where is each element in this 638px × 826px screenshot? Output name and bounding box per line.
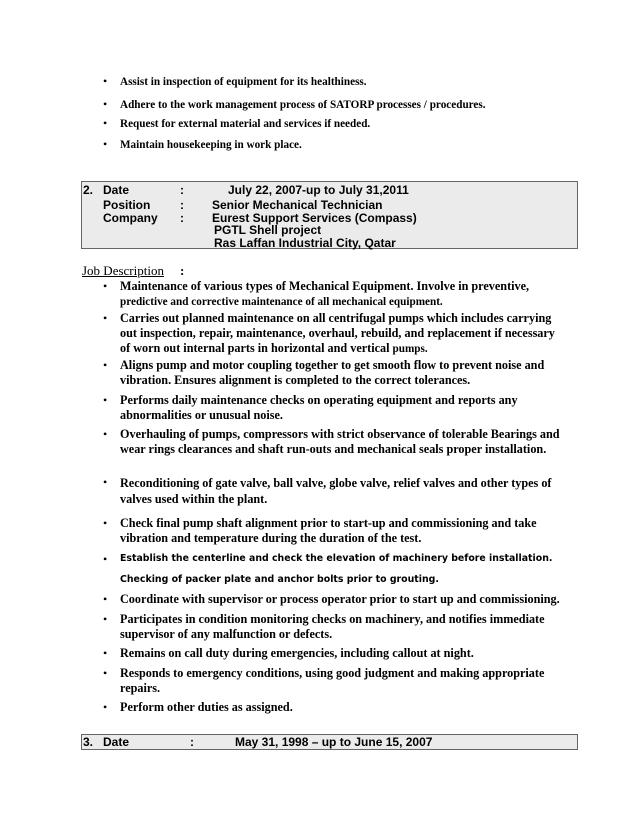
bullet-icon: • xyxy=(103,311,108,325)
colon: : xyxy=(180,183,184,197)
duty-item: Establish the centerline and check the elevation of machinery before installation. xyxy=(120,553,553,564)
duty-item: Perform other duties as assigned. xyxy=(120,700,293,714)
duty-item: Checking of packer plate and anchor bolts prior to grouting. xyxy=(120,574,439,585)
duty-item xyxy=(120,279,560,310)
location-line: Ras Laffan Industrial City, Qatar xyxy=(214,236,396,250)
job-number: 3. xyxy=(83,735,94,749)
duty-item: Overhauling of pumps, compressors with strict observance of tolerable Bearings and wear rings clearances and shaft run-outs and mechanical seals proper installation. xyxy=(120,427,560,457)
bullet-icon: • xyxy=(103,427,108,441)
bullet-icon: • xyxy=(103,137,108,151)
job-entry-box xyxy=(81,734,578,750)
bullet-icon: • xyxy=(103,700,108,714)
duty-item xyxy=(120,311,560,358)
duty-item: Coordinate with supervisor or process operator prior to start up and commissioning. xyxy=(120,592,560,606)
duty-item: Check final pump shaft alignment prior to start-up and commissioning and take vibration and temperature during the duration of the test. xyxy=(120,516,537,546)
company-label: Company xyxy=(103,211,158,225)
project-line: PGTL Shell project xyxy=(214,223,322,237)
duty-item: Performs daily maintenance checks on operating equipment and reports any abnormalities or unusual noise. xyxy=(120,393,518,423)
colon: : xyxy=(180,263,185,278)
bullet-icon: • xyxy=(103,279,108,293)
date-label: Date xyxy=(103,183,130,197)
duty-item: Responds to emergency conditions, using good judgment and making appropriate repairs. xyxy=(120,666,545,696)
bullet-icon: • xyxy=(103,74,108,88)
date-label: Date xyxy=(103,735,130,749)
bullet-icon: • xyxy=(103,97,108,111)
bullet-icon: • xyxy=(103,393,108,407)
job-description-heading xyxy=(82,263,185,279)
bullet-icon: • xyxy=(103,666,108,680)
colon: : xyxy=(190,735,194,749)
job-number: 2. xyxy=(83,183,94,197)
company-value: Eurest Support Services (Compass) xyxy=(212,211,417,225)
bullet-icon: • xyxy=(103,516,108,530)
duty-item: Reconditioning of gate valve, ball valve, globe valve, relief valves and other types of valves used within the plant. xyxy=(120,476,552,506)
list-item: Request for external material and services if needed. xyxy=(120,118,371,130)
duty-item: Participates in condition monitoring checks on machinery, and notifies immediate supervisor of any malfunction or defects. xyxy=(120,612,545,642)
job-description-label: Job Description xyxy=(82,263,164,278)
bullet-icon: • xyxy=(103,646,108,660)
list-item: Assist in inspection of equipment for its healthiness. xyxy=(120,76,367,88)
duty-text: Carries out planned maintenance on all centrifugal pumps which includes carrying out inspection, repair, maintenance, overhaul, rebuild, and replacement if necessary of worn out internal parts in horizontal and vertical xyxy=(120,311,555,356)
date-value: July 22, 2007-up to July 31,2011 xyxy=(228,183,409,197)
list-item: Maintain housekeeping in work place. xyxy=(120,139,302,151)
date-value: May 31, 1998 – up to June 15, 2007 xyxy=(235,735,433,749)
bullet-icon: • xyxy=(103,592,108,606)
colon: : xyxy=(180,198,184,212)
duty-item: Remains on call duty during emergencies, including callout at night. xyxy=(120,646,474,660)
position-value: Senior Mechanical Technician xyxy=(212,198,383,212)
job-entry-box xyxy=(81,181,578,249)
bullet-icon: • xyxy=(103,475,108,489)
position-label: Position xyxy=(103,198,151,212)
bullet-icon: • xyxy=(103,116,108,130)
bullet-icon: • xyxy=(103,612,108,626)
list-item: Adhere to the work management process of SATORP processes / procedures. xyxy=(120,99,486,111)
duty-text-small: predictive and corrective maintenance of all mechanical equipment. xyxy=(120,296,443,309)
colon: : xyxy=(180,211,184,225)
duty-text: Maintenance of various types of Mechanical Equipment. Involve in preventive, xyxy=(120,279,530,293)
bullet-icon: • xyxy=(103,358,108,372)
duty-text-small: pumps. xyxy=(392,343,428,356)
duty-item: Aligns pump and motor coupling together to get smooth flow to prevent noise and vibration. Ensures alignment is completed to the correct tolerances. xyxy=(120,358,545,388)
bullet-icon: • xyxy=(103,552,108,566)
